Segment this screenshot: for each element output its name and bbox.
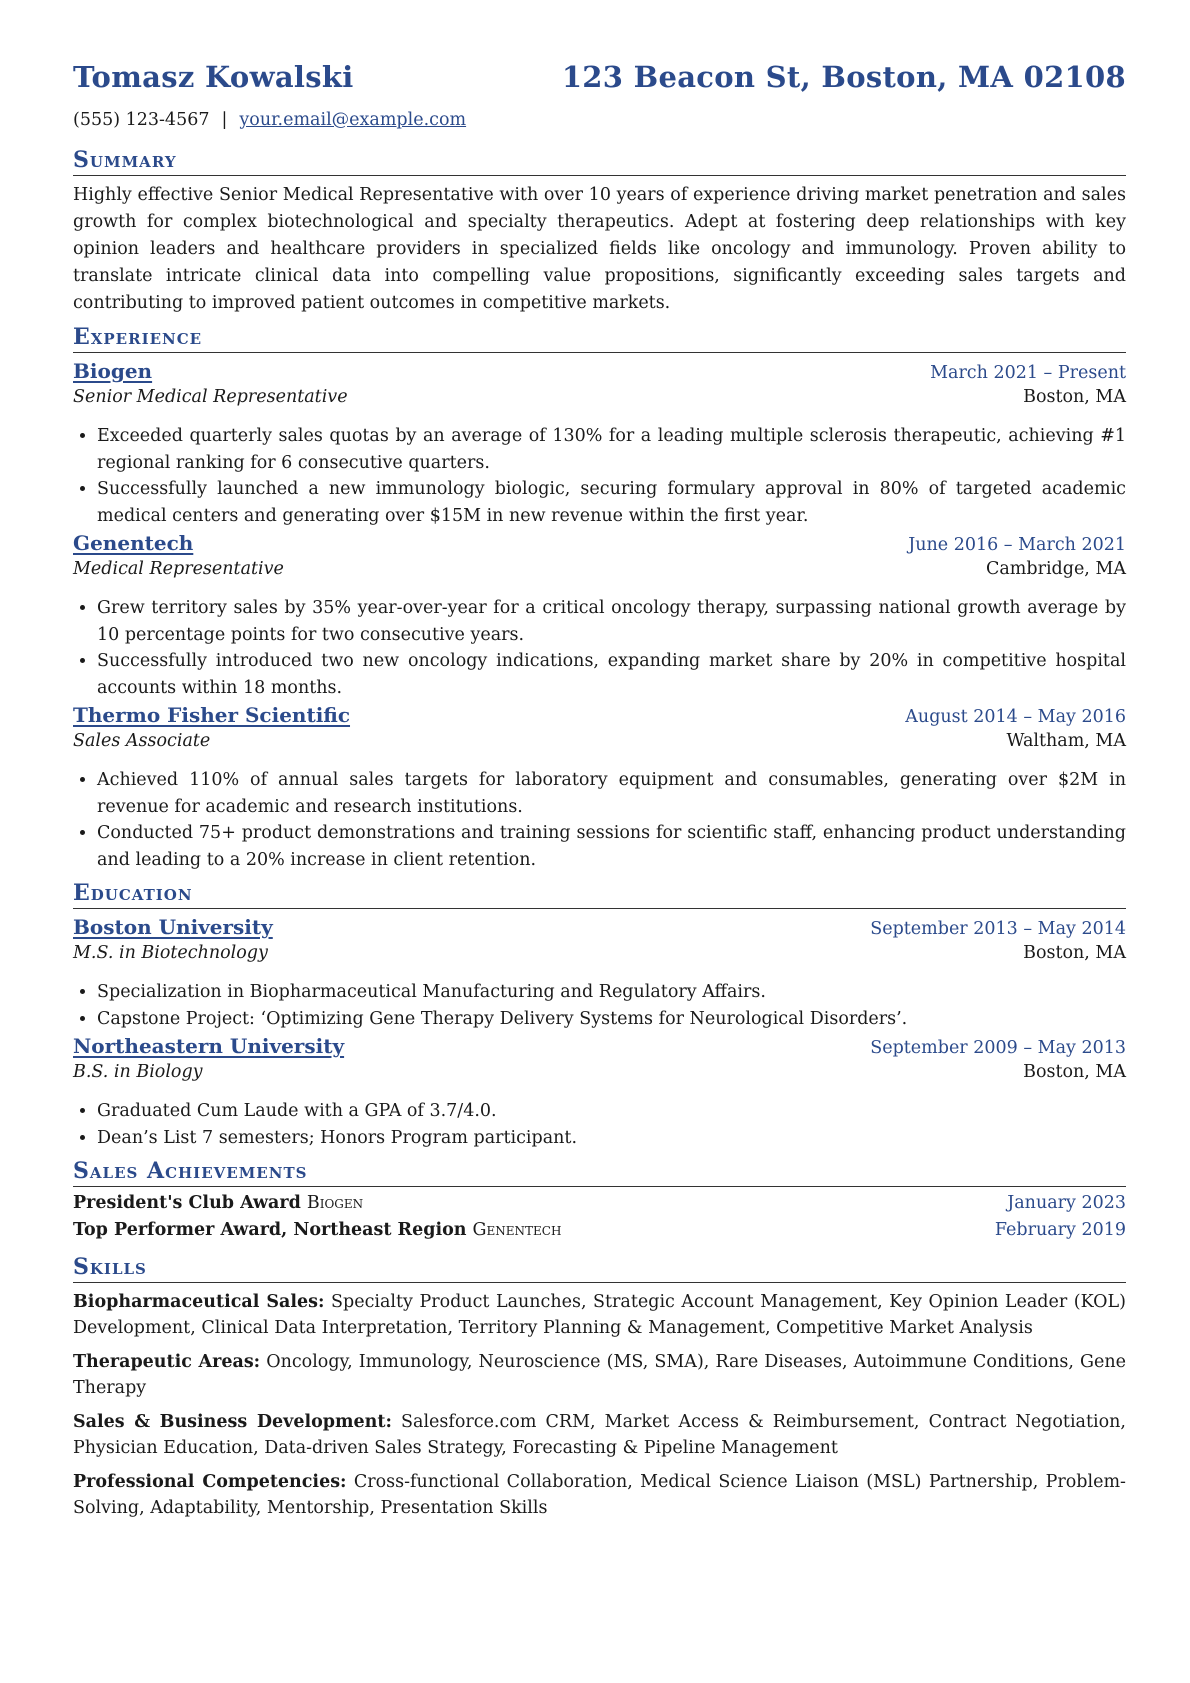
organization-link[interactable]: Biogen bbox=[73, 359, 153, 383]
section-title-skills: Skills bbox=[73, 1253, 1126, 1283]
bullet-list bbox=[73, 979, 1126, 1032]
bullet-item: • Exceeded quarterly sales quotas by an average of 130% for a leading multiple sclerosis therapeutic, achieving #1 regional ranking for 6 consecutive quarters. bbox=[97, 423, 1126, 476]
skill-group bbox=[73, 1349, 1126, 1401]
skill-label: Therapeutic Areas: bbox=[73, 1352, 261, 1372]
skill-group bbox=[73, 1409, 1126, 1461]
bullet-item: • Conducted 75+ product demonstrations and training sessions for scientific staff, enhancing product understanding and leading to a 20% increase in client retention. bbox=[97, 820, 1126, 873]
skill-label: Sales & Business Development: bbox=[73, 1412, 392, 1432]
achievement-date: January 2023 bbox=[1007, 1193, 1126, 1213]
entry-date: June 2016 – March 2021 bbox=[908, 535, 1126, 555]
entry-header bbox=[73, 531, 1126, 559]
phone: (555) 123-4567 bbox=[73, 110, 210, 130]
contact-line bbox=[73, 110, 1126, 140]
achievement-date: February 2019 bbox=[994, 1220, 1126, 1240]
skill-label: Biopharmaceutical Sales: bbox=[73, 1292, 325, 1312]
bullet-item: • Successfully launched a new immunology biologic, securing formulary approval in 80% of targeted academic medical centers and generating over $15M in new revenue within the first year. bbox=[97, 476, 1126, 529]
entry-location: Boston, MA bbox=[1023, 387, 1126, 407]
skill-group bbox=[73, 1469, 1126, 1521]
education-list bbox=[73, 915, 1126, 1151]
achievement-row bbox=[73, 1193, 1126, 1220]
entry-header bbox=[73, 915, 1126, 943]
entry-date: March 2021 – Present bbox=[930, 363, 1126, 383]
education-entry bbox=[73, 1034, 1126, 1151]
entry-header bbox=[73, 359, 1126, 387]
section-title-experience: Experience bbox=[73, 323, 1126, 353]
bullet-item: • Successfully introduced two new oncology indications, expanding market share by 20% in competitive hospital accounts within 18 months. bbox=[97, 648, 1126, 701]
skill-group bbox=[73, 1289, 1126, 1341]
experience-entry bbox=[73, 531, 1126, 701]
section-title-summary: Summary bbox=[73, 146, 1126, 176]
entry-role: M.S. in Biotechnology bbox=[73, 943, 268, 963]
entry-role: Senior Medical Representative bbox=[73, 387, 348, 407]
bullet-list bbox=[73, 595, 1126, 701]
resume-page bbox=[73, 60, 1126, 1529]
organization-link[interactable]: Thermo Fisher Scientific bbox=[73, 703, 351, 727]
achievement-row bbox=[73, 1220, 1126, 1247]
entry-subheader bbox=[73, 731, 1126, 759]
bullet-item: • Graduated Cum Laude with a GPA of 3.7/4.0. bbox=[97, 1098, 1126, 1125]
education-entry bbox=[73, 915, 1126, 1032]
entry-role: B.S. in Biology bbox=[73, 1062, 203, 1082]
bullet-item: • Capstone Project: ‘Optimizing Gene Therapy Delivery Systems for Neurological Disorders’. bbox=[97, 1006, 1126, 1033]
achievement-org: Biogen bbox=[306, 1193, 364, 1213]
bullet-item: • Grew territory sales by 35% year-over-year for a critical oncology therapy, surpassing national growth average by 10 percentage points for two consecutive years. bbox=[97, 595, 1126, 648]
achievement-title: President's Club Award bbox=[73, 1193, 301, 1213]
address: 123 Beacon St, Boston, MA 02108 bbox=[561, 60, 1126, 94]
bullet-item: • Specialization in Biopharmaceutical Manufacturing and Regulatory Affairs. bbox=[97, 979, 1126, 1006]
skill-list bbox=[73, 1289, 1126, 1521]
contact-separator: | bbox=[221, 110, 228, 130]
entry-subheader bbox=[73, 943, 1126, 971]
bullet-list bbox=[73, 767, 1126, 873]
skill-text: Oncology, Immunology, Neuroscience (MS, SMA), Rare Diseases, Autoimmune Conditions, Gene Therapy bbox=[73, 1352, 1126, 1398]
skill-text: Specialty Product Launches, Strategic Account Management, Key Opinion Leader (KOL) Development, Clinical Data Interpretation, Territory Planning & Management, Competitive Market Analysis bbox=[73, 1292, 1126, 1338]
organization-link[interactable]: Genentech bbox=[73, 531, 194, 555]
entry-location: Cambridge, MA bbox=[985, 559, 1126, 579]
entry-location: Waltham, MA bbox=[1006, 731, 1126, 751]
experience-list bbox=[73, 359, 1126, 873]
entry-role: Medical Representative bbox=[73, 559, 284, 579]
experience-entry bbox=[73, 703, 1126, 873]
entry-header bbox=[73, 703, 1126, 731]
candidate-name: Tomasz Kowalski bbox=[73, 60, 354, 94]
bullet-list bbox=[73, 1098, 1126, 1151]
section-title-achievements: Sales Achievements bbox=[73, 1157, 1126, 1187]
skill-text: Cross-functional Collaboration, Medical Science Liaison (MSL) Partnership, Problem-Solving, Adaptability, Mentorship, Presentation Skills bbox=[73, 1472, 1126, 1518]
entry-subheader bbox=[73, 559, 1126, 587]
organization-link[interactable]: Boston University bbox=[73, 915, 273, 939]
skill-text: Salesforce.com CRM, Market Access & Reimbursement, Contract Negotiation, Physician Education, Data-driven Sales Strategy, Forecasting & Pipeline Management bbox=[73, 1412, 1126, 1458]
bullet-item: • Achieved 110% of annual sales targets for laboratory equipment and consumables, generating over $2M in revenue for academic and research institutions. bbox=[97, 767, 1126, 820]
skill-label: Professional Competencies: bbox=[73, 1472, 347, 1492]
achievement-left bbox=[73, 1220, 561, 1240]
entry-header bbox=[73, 1034, 1126, 1062]
entry-date: September 2009 – May 2013 bbox=[870, 1038, 1126, 1058]
section-title-education: Education bbox=[73, 879, 1126, 909]
organization-link[interactable]: Northeastern University bbox=[73, 1034, 345, 1058]
summary-text: Highly effective Senior Medical Representative with over 10 years of experience driving market penetration and sales growth for complex biotechnological and specialty therapeutics. Adept at fostering deep relationships with key opinion leaders and healthcare providers in specialized fields like oncology and immunology. Proven ability to translate intricate clinical data into compelling value propositions, significantly exceeding sales targets and contributing to improved patient outcomes in competitive markets. bbox=[73, 185, 1126, 313]
bullet-list bbox=[73, 423, 1126, 529]
entry-role: Sales Associate bbox=[73, 731, 211, 751]
entry-subheader bbox=[73, 387, 1126, 415]
experience-entry bbox=[73, 359, 1126, 529]
achievement-list bbox=[73, 1193, 1126, 1247]
bullet-item: • Dean’s List 7 semesters; Honors Program participant. bbox=[97, 1125, 1126, 1152]
achievement-org: Genentech bbox=[472, 1220, 562, 1240]
header bbox=[73, 60, 1126, 104]
entry-location: Boston, MA bbox=[1023, 943, 1126, 963]
entry-location: Boston, MA bbox=[1023, 1062, 1126, 1082]
entry-date: September 2013 – May 2014 bbox=[870, 919, 1126, 939]
email-link[interactable]: your.email@example.com bbox=[239, 110, 467, 130]
entry-subheader bbox=[73, 1062, 1126, 1090]
achievement-title: Top Performer Award, Northeast Region bbox=[73, 1220, 467, 1240]
entry-date: August 2014 – May 2016 bbox=[905, 707, 1126, 727]
achievement-left bbox=[73, 1193, 363, 1213]
